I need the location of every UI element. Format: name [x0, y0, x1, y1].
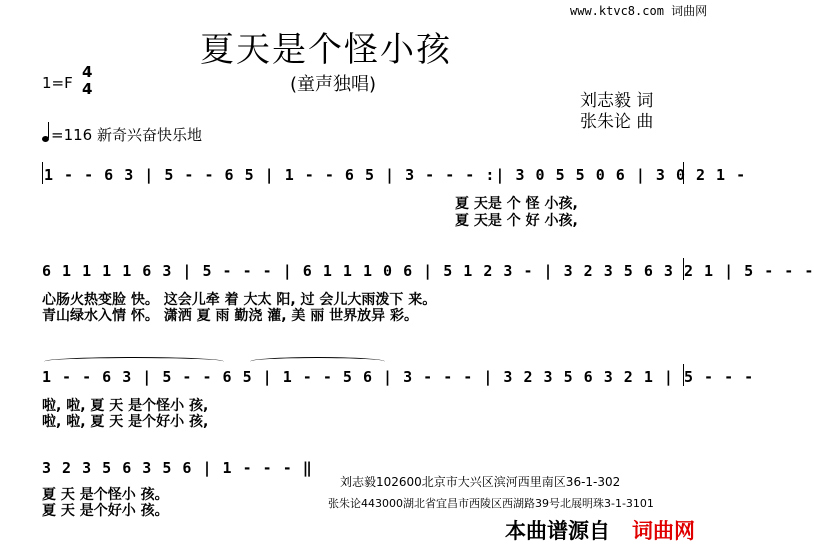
site-name: 词曲网 — [632, 519, 695, 543]
row3-slur-2 — [250, 357, 385, 366]
song-title: 夏天是个怪小孩 — [200, 30, 452, 70]
row3-lyrics-verse1: 啦, 啦, 夏 天 是个怪小 孩, — [42, 398, 209, 414]
watermark-text: www.ktvc8.com 词曲网 — [570, 4, 708, 18]
time-signature — [82, 64, 92, 98]
row1-start-bar — [42, 162, 43, 184]
composer-credit: 张朱论 曲 — [580, 112, 654, 132]
row3-slur-1 — [44, 357, 224, 366]
source-label: 本曲谱源自 — [505, 519, 610, 543]
address-lyricist: 刘志毅102600北京市大兴区滨河西里南区36-1-302 — [340, 475, 621, 489]
row4-notes: 3 2 3 5 6 3 5 6 | 1 - - - ‖ — [42, 459, 313, 477]
row1-notes: 1 - - 6 3 | 5 - - 6 5 | 1 - - 6 5 | 3 - - - :| 3 0 5 5 0 6 | 3 0 2 1 - — [44, 166, 747, 184]
quarter-note-icon — [42, 136, 49, 142]
time-top: 4 — [82, 63, 93, 81]
key-signature: 1=F — [42, 74, 73, 92]
time-bottom: 4 — [82, 80, 93, 98]
row4-lyrics-verse1: 夏 天 是个怪小 孩。 — [42, 487, 169, 503]
lyricist-credit: 刘志毅 词 — [580, 91, 654, 111]
row1-lyrics-verse1: 夏 天是 个 怪 小孩, — [455, 196, 578, 212]
address-composer: 张朱论443000湖北省宜昌市西陵区西湖路39号北展明珠3-1-3101 — [328, 497, 654, 510]
row1-lyrics-verse2: 夏 天是 个 好 小孩, — [455, 213, 578, 229]
song-subtitle: (童声独唱) — [290, 74, 377, 95]
row2-notes: 6 1 1 1 1 6 3 | 5 - - - | 6 1 1 1 0 6 | 5 1 2 3 - | 3 2 3 5 6 3 2 1 | 5 - - - — [42, 262, 814, 280]
row3-lyrics-verse2: 啦, 啦, 夏 天 是个好小 孩, — [42, 414, 209, 430]
tempo-marking — [42, 124, 202, 145]
tempo-text: =116 新奇兴奋快乐地 — [51, 126, 202, 144]
row2-lyrics-verse2: 青山绿水入情 怀。 潇洒 夏 雨 勤浇 灌, 美 丽 世界放异 彩。 — [42, 308, 419, 324]
row4-lyrics-verse2: 夏 天 是个好小 孩。 — [42, 503, 169, 519]
row3-notes: 1 - - 6 3 | 5 - - 6 5 | 1 - - 5 6 | 3 - - - | 3 2 3 5 6 3 2 1 | 5 - - - — [42, 368, 755, 386]
row2-lyrics-verse1: 心肠火热变脸 快。 这会儿牵 着 大太 阳, 过 会儿大雨泼下 来。 — [42, 292, 437, 308]
